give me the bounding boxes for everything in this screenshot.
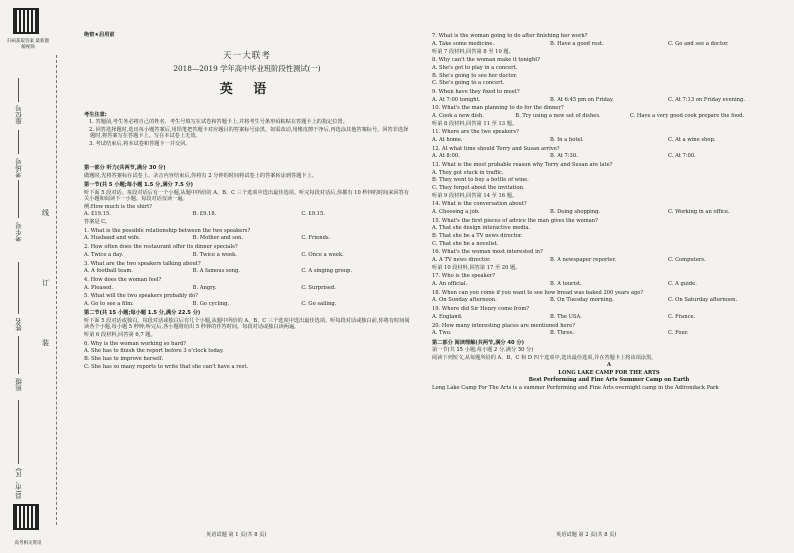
field-seat-number: 座位号	[15, 105, 23, 125]
question-10: 10. What's the man planning to do for the dinner?	[432, 105, 564, 112]
question-2-options	[84, 252, 410, 258]
option: C. At 7:00.	[668, 153, 696, 160]
example-answer: 答案是 C。	[84, 219, 111, 226]
example-option-c: C. £9.15.	[301, 211, 325, 218]
question-3: 3. What are the two speakers talking about?	[84, 260, 201, 267]
qr-top-caption: 扫码获取答案 最新题解视频	[7, 39, 49, 50]
binding-cut-line	[56, 55, 57, 525]
option: A. A football team.	[84, 268, 133, 275]
qr-bottom-caption: 高考相关资讯	[14, 541, 42, 546]
option: B. Mother and son.	[192, 235, 244, 242]
question-12: 12. At what time should Terry and Susan arrive?	[432, 145, 560, 152]
sec1-intro: 听下面 5 段对话。每段对话后有一个小题,从题中所给的 A、B、C 三个选项中选出最佳选项。听完每段对话后,你都有 10 秒钟的时间来回答有关小题和阅读下一小题。每段对话仅读一遍。	[84, 189, 410, 203]
part2-title: 第二部分 阅读理解(共两节,满分 40 分)	[432, 339, 524, 346]
question-5-options	[84, 301, 410, 307]
field-class: 班级	[15, 378, 23, 391]
question-19-options	[432, 314, 786, 320]
option: B. On Tuesday morning.	[550, 297, 614, 304]
question-7: 7. What is the woman going to do after finishing her work?	[432, 33, 588, 40]
question-18-options	[432, 297, 786, 303]
question-8-option-a: A. She's got to play in a concert.	[432, 64, 518, 71]
sec1-title: 第一节(共 5 小题;每小题 1.5 分,满分 7.5 分)	[84, 182, 194, 189]
question-15-option-c: C. That she be a novelist.	[432, 240, 499, 247]
question-9-options	[432, 97, 786, 103]
option: B. Doing shopping.	[550, 209, 601, 216]
field-name-line	[18, 262, 19, 314]
option: C. Once a week.	[301, 251, 344, 258]
question-6-option-c: C. She has so many reports to write that she can't have a rest.	[84, 363, 249, 370]
question-4: 4. How does the woman feel?	[84, 276, 162, 283]
question-20-options	[432, 330, 786, 336]
question-3-options	[84, 268, 410, 274]
question-14: 14. What is the conversation about?	[432, 201, 527, 208]
question-4-options	[84, 285, 410, 291]
option: A. At 7:00 tonight.	[432, 96, 481, 103]
question-8-option-c: C. She's going to a concert.	[432, 80, 505, 87]
option: A. At 8:00.	[432, 153, 460, 160]
option: A. An official.	[432, 281, 468, 288]
page-footer-1: 英语试题 第 1 页(共 8 页)	[206, 532, 267, 538]
option: C. Friends.	[301, 235, 331, 242]
option: A. Twice a day.	[84, 251, 124, 258]
option: B. At 6:45 pm on Friday.	[550, 96, 614, 103]
field-county: 县(市、区)	[15, 468, 23, 500]
option: C. A guide.	[668, 281, 697, 288]
field-county-line	[18, 400, 19, 464]
question-20: 20. How many interesting places are mentioned here?	[432, 322, 575, 329]
option: A. Choosing a job.	[432, 209, 480, 216]
field-class-line	[18, 336, 19, 374]
seal-char-bind: 装	[42, 339, 49, 347]
listen-7-instruction: 听第 7 段材料,回答第 8 至 10 题。	[432, 48, 514, 55]
listen-8-instruction: 听第 8 段材料,回答第 11 至 13 题。	[432, 120, 518, 127]
note-2: 2. 回答选择题时,选出每小题答案后,用铅笔把答题卡对应题目的答案标号涂黑。如需改动,用橡皮擦干净后,再选涂其他答案标号。回答非选择题时,将答案写在答题卡上。写在本试卷上无效。	[89, 126, 409, 140]
seal-char-order: 订	[42, 279, 49, 287]
part2-sec1-title: 第一节(共 15 小题;每小题 2 分,满分 30 分)	[432, 346, 534, 353]
question-7-options	[432, 41, 786, 47]
note-1: 1. 答题前,考生务必将自己的姓名、考生号填写在试卷和答题卡上,并将考生号条形码粘贴在答题卡上的指定位置。	[89, 119, 348, 126]
part1-title: 第一部分 听力(共两节,满分 30 分)	[84, 165, 166, 172]
option: C. Go and see a doctor.	[668, 40, 729, 47]
page-footer-2: 英语试题 第 2 页(共 8 页)	[556, 532, 617, 538]
question-8: 8. Why can't the woman make it tonight?	[432, 57, 541, 64]
option: C. On Saturday afternoon.	[668, 297, 738, 304]
sec2-title: 第二节(共 15 小题;每小题 1.5 分,满分 22.5 分)	[84, 310, 201, 317]
field-room-number-line	[18, 130, 19, 154]
option: A. Husband and wife.	[84, 235, 141, 242]
option: B. At 7:30.	[550, 153, 578, 160]
note-3: 3. 考试结束后,将本试卷和答题卡一并交回。	[89, 140, 191, 147]
example-question: 例:How much is the shirt?	[84, 203, 152, 210]
question-13: 13. What is the most probable reason why Terry and Susan are late?	[432, 162, 613, 169]
option: C. At a wine shop.	[668, 137, 716, 143]
option: B. Twice a week.	[192, 251, 237, 258]
sec2-intro: 听下面 5 段对话或独白。每段对话或独白后有几个小题,从题中所给的 A、B、C 三个选项中选出最佳选项。听每段对话或独白前,你将有时间阅读各个小题,每小题 5 秒钟;听完后,各小题将给出 5 秒钟的作答时间。每段对话或独白读两遍。	[84, 317, 410, 331]
question-16: 16. What's the woman most interested in?	[432, 249, 543, 256]
question-2: 2. How often does the restaurant offer its dinner specials?	[84, 244, 238, 251]
qr-code-bottom-icon	[13, 504, 39, 530]
option: A. A TV news director.	[432, 257, 491, 264]
question-5: 5. What will the two speakers probably do?	[84, 293, 198, 300]
passage-letter: A	[606, 362, 612, 369]
option: B. Angry.	[192, 284, 217, 291]
question-13-option-a: A. They got stuck in traffic.	[432, 169, 504, 176]
passage-subtitle: Best Performing and Fine Arts Summer Camp on Earth	[528, 377, 690, 384]
option: B. Have a good rest.	[550, 40, 604, 47]
example-option-a: A. £19.15.	[84, 211, 111, 218]
question-13-option-b: B. They went to buy a bottle of wine.	[432, 177, 529, 184]
option: B. The USA.	[550, 313, 582, 320]
question-8-option-b: B. She's going to see her doctor.	[432, 72, 518, 79]
listen-6-instruction: 听第 6 段材料,回答第 6,7 题。	[84, 331, 156, 338]
option: C. A singing group.	[301, 268, 353, 275]
listen-9-instruction: 听第 9 段材料,回答第 14 至 16 题。	[432, 192, 518, 199]
option: A. Go to see a film.	[84, 300, 134, 307]
question-19: 19. Where did Sir Henry come from?	[432, 306, 530, 313]
question-15-option-a: A. That she design interactive media.	[432, 225, 531, 232]
question-9: 9. When have they fixed to meet?	[432, 88, 520, 95]
passage-first-line: Long Lake Camp For The Arts is a summer Performing and Fine Arts overnight camp in the Adirondack Park	[432, 385, 719, 392]
seal-char-line: 线	[42, 209, 49, 217]
question-12-options	[432, 153, 786, 159]
question-1-options	[84, 235, 410, 241]
option: A. At home.	[432, 137, 463, 143]
exam-name: 2018—2019 学年高中毕业班阶段性测试(一)	[173, 63, 321, 73]
question-13-option-c: C. They forgot about the invitation.	[432, 185, 525, 192]
option: B. Go cycling.	[192, 300, 230, 307]
binding-strip	[0, 0, 66, 553]
option: C. France.	[668, 313, 696, 320]
option: B. Try using a new set of dishes.	[515, 112, 601, 119]
question-6-option-a: A. She has to finish the report before 3 o'clock today.	[84, 348, 224, 355]
listen-10-instruction: 听第 10 段材料,回答第 17 至 20 题。	[432, 264, 521, 271]
confidential-mark: 绝密★启用前	[84, 32, 115, 38]
field-seat-number-line	[18, 78, 19, 102]
question-11: 11. Where are the two speakers?	[432, 129, 519, 136]
option: C. Have a very good cook prepare the food.	[629, 112, 745, 119]
field-candidate-number-line	[18, 180, 19, 218]
question-15-option-b: B. That she be a TV news director.	[432, 233, 523, 240]
option: A. Pleased.	[84, 284, 114, 291]
question-6: 6. Why is the woman working so hard?	[84, 340, 187, 347]
option: A. Take some medicine.	[432, 40, 495, 47]
example-options	[84, 211, 410, 217]
passage-title: LONG LAKE CAMP FOR THE ARTS	[558, 369, 660, 376]
option: A. Cook a new dish.	[432, 112, 484, 119]
option: B. In a hotel.	[550, 137, 584, 143]
question-17: 17. Who is the speaker?	[432, 273, 496, 280]
exam-org: 天一大联考	[223, 51, 271, 62]
option: B. Three.	[550, 330, 575, 337]
option: A. Two.	[432, 330, 452, 337]
field-candidate-number: 考生号	[15, 222, 23, 242]
question-10-options	[432, 113, 786, 119]
option: A. On Sunday afternoon.	[432, 297, 497, 304]
question-18: 18. When can you come if you want to see how bread was baked 200 years ago?	[432, 289, 644, 296]
option: C. At 7:13 on Friday evening.	[668, 96, 745, 103]
field-room-number: 考场号	[15, 158, 23, 178]
question-14-options	[432, 209, 786, 215]
question-16-options	[432, 257, 786, 263]
question-6-option-b: B. She has to improve herself.	[84, 355, 164, 362]
option: B. A tourist.	[550, 281, 582, 288]
question-1: 1. What is the possible relationship between the two speakers?	[84, 227, 251, 234]
option: A. England.	[432, 313, 463, 320]
qr-code-top-icon	[13, 8, 39, 34]
right-column	[432, 32, 786, 391]
question-17-options	[432, 281, 786, 287]
option: B. A famous song.	[192, 268, 240, 275]
subject-title: 英 语	[219, 81, 275, 97]
part2-intro: 阅读下列短文,从每题所给的 A、B、C 和 D 四个选项中,选出最佳选项,并在答题卡上将该项涂黑。	[432, 354, 657, 361]
option: C. Go sailing.	[301, 300, 337, 307]
notes-title: 考生注意:	[84, 111, 107, 118]
question-15: 15. What's the first pieces of advice the man gives the woman?	[432, 217, 598, 224]
left-column	[84, 32, 410, 370]
option: C. Four.	[668, 330, 689, 337]
option: C. Computers.	[668, 257, 706, 264]
option: C. Working in an office.	[668, 209, 730, 216]
example-option-b: B. £9.18.	[192, 211, 217, 218]
question-11-options	[432, 137, 786, 143]
option: C. Surprised.	[301, 284, 336, 291]
option: B. A newspaper reporter.	[550, 257, 617, 264]
field-name: 姓名	[15, 318, 23, 331]
part1-intro: 做题时,先将答案标在试卷上。录音内容结束后,你将有 2 分钟的时间将试卷上的答案转涂到答题卡上。	[84, 172, 317, 179]
